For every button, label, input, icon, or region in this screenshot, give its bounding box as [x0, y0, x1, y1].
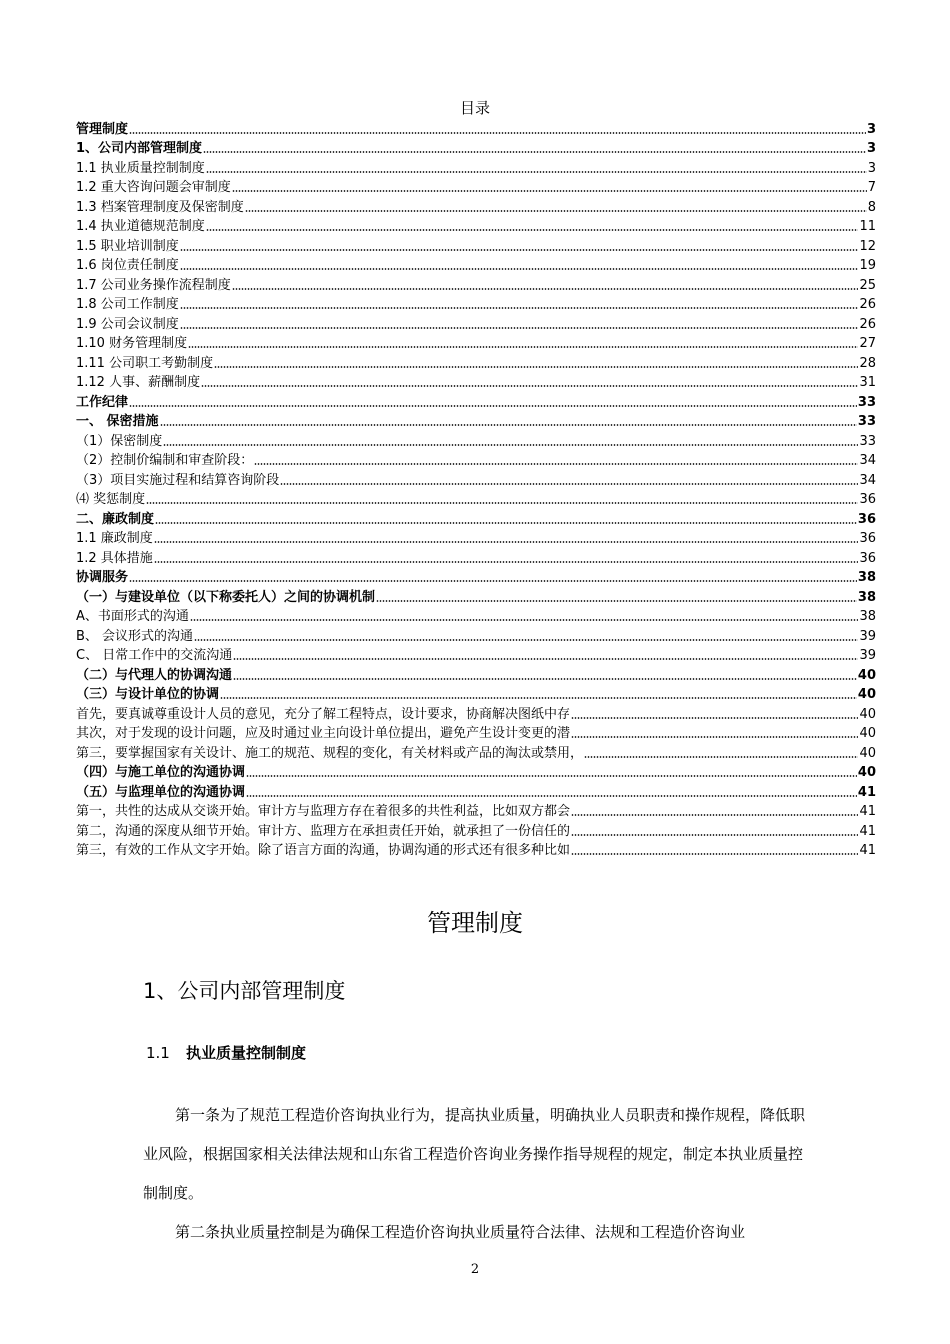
- toc-entry-page: 38: [857, 570, 876, 585]
- toc-entry-page: 7: [867, 180, 876, 195]
- toc-entry-text: （二）与代理人的协调沟通: [76, 667, 233, 683]
- toc-leader-dots: [232, 190, 867, 192]
- toc-entry-text: （三）与设计单位的协调: [76, 687, 220, 702]
- toc-entry-text: （1）保密制度: [76, 433, 163, 449]
- toc-entry[interactable]: [76, 605, 876, 625]
- toc-entry-page: 26: [859, 316, 876, 332]
- toc-leader-dots: [154, 561, 859, 563]
- toc-entry-text: （五）与监理单位的沟通协调: [76, 784, 246, 800]
- toc-leader-dots: [203, 151, 866, 153]
- toc-entry[interactable]: [76, 585, 876, 605]
- toc-title: 目录: [459, 99, 490, 117]
- toc-entry[interactable]: [76, 351, 876, 371]
- toc-entry[interactable]: [76, 273, 876, 293]
- toc-leader-dots: [180, 249, 859, 251]
- paragraph: 第二条执业质量控制是为确保工程造价咨询执业质量符合法律、法规和工程造价咨询业: [175, 1223, 746, 1241]
- toc-leader-dots: [180, 307, 859, 309]
- toc-leader-dots: [376, 600, 857, 602]
- toc-entry-page: 40: [857, 765, 876, 780]
- toc-entry-page: 28: [859, 355, 876, 371]
- paragraph: 第一条为了规范工程造价咨询执业行为，提高执业质量，明确执业人员职责和操作规程，降低职业风险，根据国家相关法律法规和山东省工程造价咨询业务操作指导规程的规定，制定本执业质量控制制度。: [143, 1106, 806, 1202]
- toc-entry-text: 1、公司内部管理制度: [76, 141, 203, 156]
- toc-entry[interactable]: [76, 488, 876, 508]
- toc-leader-dots: [245, 210, 867, 212]
- toc-entry-text: （3）项目实施过程和结算咨询阶段: [76, 472, 280, 488]
- toc-entry-text: 其次，对于发现的设计问题，应及时通过业主向设计单位提出，避免产生设计变更的潜: [76, 726, 571, 741]
- toc-entry[interactable]: [76, 566, 876, 586]
- toc-entry-text: （四）与施工单位的沟通协调: [76, 765, 246, 780]
- toc-entry-text: 1.3 档案管理制度及保密制度: [76, 199, 244, 215]
- toc-entry-page: 41: [859, 804, 876, 819]
- toc-entry[interactable]: [76, 449, 876, 469]
- body-text: [143, 1096, 808, 1252]
- toc-entry[interactable]: [76, 839, 876, 859]
- subsection-heading: [146, 1042, 306, 1063]
- toc-entry[interactable]: [76, 312, 876, 332]
- toc-entry-page: 3: [866, 141, 876, 156]
- toc-entry[interactable]: [76, 546, 876, 566]
- toc-entry[interactable]: [76, 702, 876, 722]
- toc-entry[interactable]: [76, 234, 876, 254]
- toc-leader-dots: [194, 639, 858, 641]
- toc-entry-text: 协调服务: [76, 570, 129, 585]
- toc-entry-page: 38: [857, 589, 876, 605]
- toc-entry-page: 41: [859, 823, 876, 839]
- toc-entry[interactable]: [76, 800, 876, 820]
- toc-entry-page: 40: [857, 687, 876, 702]
- toc-entry-page: 39: [859, 648, 876, 663]
- toc-entry[interactable]: [76, 663, 876, 683]
- chapter-heading: 1、公司内部管理制度: [143, 979, 346, 1003]
- toc-leader-dots: [254, 463, 858, 465]
- toc-entry-text: 1.11 公司职工考勤制度: [76, 355, 214, 371]
- toc-entry[interactable]: [76, 176, 876, 196]
- toc-entry[interactable]: [76, 761, 876, 781]
- toc-entry-page: 36: [857, 511, 876, 527]
- toc-leader-dots: [154, 541, 859, 543]
- toc-entry-page: 26: [859, 297, 876, 312]
- toc-entry-page: 33: [859, 433, 876, 449]
- toc-entry[interactable]: [76, 429, 876, 449]
- toc-entry-text: ⑷ 奖惩制度: [76, 492, 146, 507]
- toc-entry-page: 40: [859, 745, 876, 761]
- toc-entry-page: 33: [857, 394, 876, 410]
- toc-entry-text: 1.7 公司业务操作流程制度: [76, 277, 231, 293]
- toc-entry-page: 8: [867, 199, 876, 215]
- toc-leader-dots: [214, 366, 858, 368]
- toc-leader-dots: [233, 678, 857, 680]
- toc-entry-page: 41: [859, 843, 876, 858]
- toc-entry-page: 40: [857, 667, 876, 683]
- toc-entry-text: 1.8 公司工作制度: [76, 297, 179, 312]
- toc-entry[interactable]: [76, 410, 876, 430]
- toc-entry-page: 40: [859, 726, 876, 741]
- toc-entry-text: A、书面形式的沟通: [76, 609, 189, 624]
- toc-leader-dots: [146, 502, 858, 504]
- toc-entry-page: 31: [859, 375, 876, 390]
- toc-entry[interactable]: [76, 195, 876, 215]
- toc-entry[interactable]: [76, 741, 876, 761]
- page-number: 2: [470, 1262, 480, 1277]
- toc-entry[interactable]: [76, 527, 876, 547]
- toc-entry-text: 1.6 岗位责任制度: [76, 258, 179, 273]
- toc-entry-page: 3: [866, 121, 876, 137]
- toc-leader-dots: [220, 697, 857, 699]
- toc-entry[interactable]: [76, 293, 876, 313]
- toc-leader-dots: [160, 424, 857, 426]
- toc-leader-dots: [180, 268, 859, 270]
- toc-entry-page: 41: [857, 784, 876, 800]
- toc-leader-dots: [188, 346, 858, 348]
- toc-entry-page: 11: [859, 219, 876, 234]
- toc-entry-text: 一、 保密措施: [76, 414, 159, 429]
- toc-entry-page: 36: [859, 492, 876, 507]
- toc-entry[interactable]: [76, 722, 876, 742]
- toc-leader-dots: [571, 834, 858, 836]
- toc-leader-dots: [571, 717, 858, 719]
- toc-entry-page: 27: [859, 336, 876, 351]
- toc-leader-dots: [155, 522, 857, 524]
- toc-entry-text: 1.2 重大咨询问题会审制度: [76, 180, 231, 195]
- toc-entry[interactable]: [76, 254, 876, 274]
- toc-entry-text: 1.5 职业培训制度: [76, 238, 179, 254]
- toc-entry-text: 第二，沟通的深度从细节开始。审计方、监理方在承担责任开始，就承担了一份信任的: [76, 823, 571, 839]
- toc-entry-page: 25: [859, 277, 876, 293]
- toc-entry-text: 1.1 廉政制度: [76, 531, 153, 546]
- toc-entry[interactable]: [76, 780, 876, 800]
- toc-leader-dots: [571, 736, 858, 738]
- toc-entry[interactable]: [76, 332, 876, 352]
- toc-entry[interactable]: [76, 156, 876, 176]
- toc-entry-text: 管理制度: [76, 121, 129, 137]
- toc-entry-text: 1.10 财务管理制度: [76, 336, 188, 351]
- toc-entry-page: 33: [857, 414, 876, 429]
- toc-entry[interactable]: [76, 371, 876, 391]
- toc-entry-text: 二、廉政制度: [76, 511, 155, 527]
- toc-entry-text: 首先，要真诚尊重设计人员的意见，充分了解工程特点，设计要求，协商解决图纸中存: [76, 706, 571, 722]
- toc-entry[interactable]: [76, 137, 876, 157]
- toc-entry-text: （2）控制价编制和审查阶段：: [76, 453, 254, 468]
- toc-leader-dots: [206, 229, 859, 231]
- toc-leader-dots: [246, 775, 857, 777]
- toc-entry-text: B、 会议形式的沟通: [76, 628, 194, 644]
- toc-leader-dots: [206, 171, 867, 173]
- toc-entry-text: （一）与建设单位（以下称委托人）之间的协调机制: [76, 589, 376, 605]
- toc-entry-page: 38: [859, 609, 876, 624]
- toc-entry-page: 36: [859, 531, 876, 546]
- toc-leader-dots: [129, 132, 866, 134]
- toc-leader-dots: [129, 405, 857, 407]
- toc-entry-text: 1.1 执业质量控制制度: [76, 160, 205, 176]
- toc-entry-page: 36: [859, 550, 876, 566]
- toc-entry[interactable]: [76, 390, 876, 410]
- toc-entry-page: 19: [859, 258, 876, 273]
- toc-entry-text: 第三，有效的工作从文字开始。除了语言方面的沟通，协调沟通的形式还有很多种比如: [76, 843, 571, 858]
- toc-leader-dots: [233, 658, 858, 660]
- toc-entry-text: 1.9 公司会议制度: [76, 316, 179, 332]
- toc-entry-text: 工作纪律: [76, 394, 129, 410]
- toc-entry-page: 3: [867, 160, 876, 176]
- toc-entry[interactable]: [76, 468, 876, 488]
- toc-entry-page: 12: [859, 238, 876, 254]
- toc-leader-dots: [584, 756, 858, 758]
- toc-leader-dots: [180, 327, 859, 329]
- toc-entry-page: 34: [859, 472, 876, 488]
- toc-entry-text: 第三，要掌握国家有关设计、施工的规范、规程的变化，有关材料或产品的淘汰或禁用，: [76, 745, 584, 761]
- table-of-contents: [76, 117, 876, 858]
- toc-leader-dots: [129, 580, 857, 582]
- toc-entry-text: 第一，共性的达成从交谈开始。审计方与监理方存在着很多的共性利益，比如双方都会: [76, 804, 571, 819]
- toc-leader-dots: [571, 814, 858, 816]
- toc-entry-text: 1.4 执业道德规范制度: [76, 219, 205, 234]
- toc-leader-dots: [246, 795, 857, 797]
- section-heading: 管理制度: [427, 909, 523, 937]
- toc-entry-page: 39: [859, 628, 876, 644]
- toc-entry[interactable]: [76, 117, 876, 137]
- toc-leader-dots: [280, 483, 858, 485]
- toc-entry[interactable]: [76, 507, 876, 527]
- toc-entry[interactable]: [76, 644, 876, 664]
- toc-entry-text: 1.12 人事、薪酬制度: [76, 375, 201, 390]
- toc-leader-dots: [232, 288, 859, 290]
- toc-leader-dots: [571, 853, 858, 855]
- subsection-title: 执业质量控制制度: [186, 1044, 307, 1062]
- toc-leader-dots: [190, 619, 859, 621]
- subsection-number: 1.1: [146, 1044, 170, 1062]
- toc-entry[interactable]: [76, 215, 876, 235]
- toc-entry-page: 34: [859, 453, 876, 468]
- toc-entry-text: C、 日常工作中的交流沟通: [76, 648, 233, 663]
- toc-leader-dots: [163, 444, 858, 446]
- toc-leader-dots: [201, 385, 858, 387]
- toc-entry[interactable]: [76, 819, 876, 839]
- toc-entry[interactable]: [76, 624, 876, 644]
- toc-entry[interactable]: [76, 683, 876, 703]
- toc-entry-page: 40: [859, 706, 876, 722]
- toc-entry-text: 1.2 具体措施: [76, 550, 153, 566]
